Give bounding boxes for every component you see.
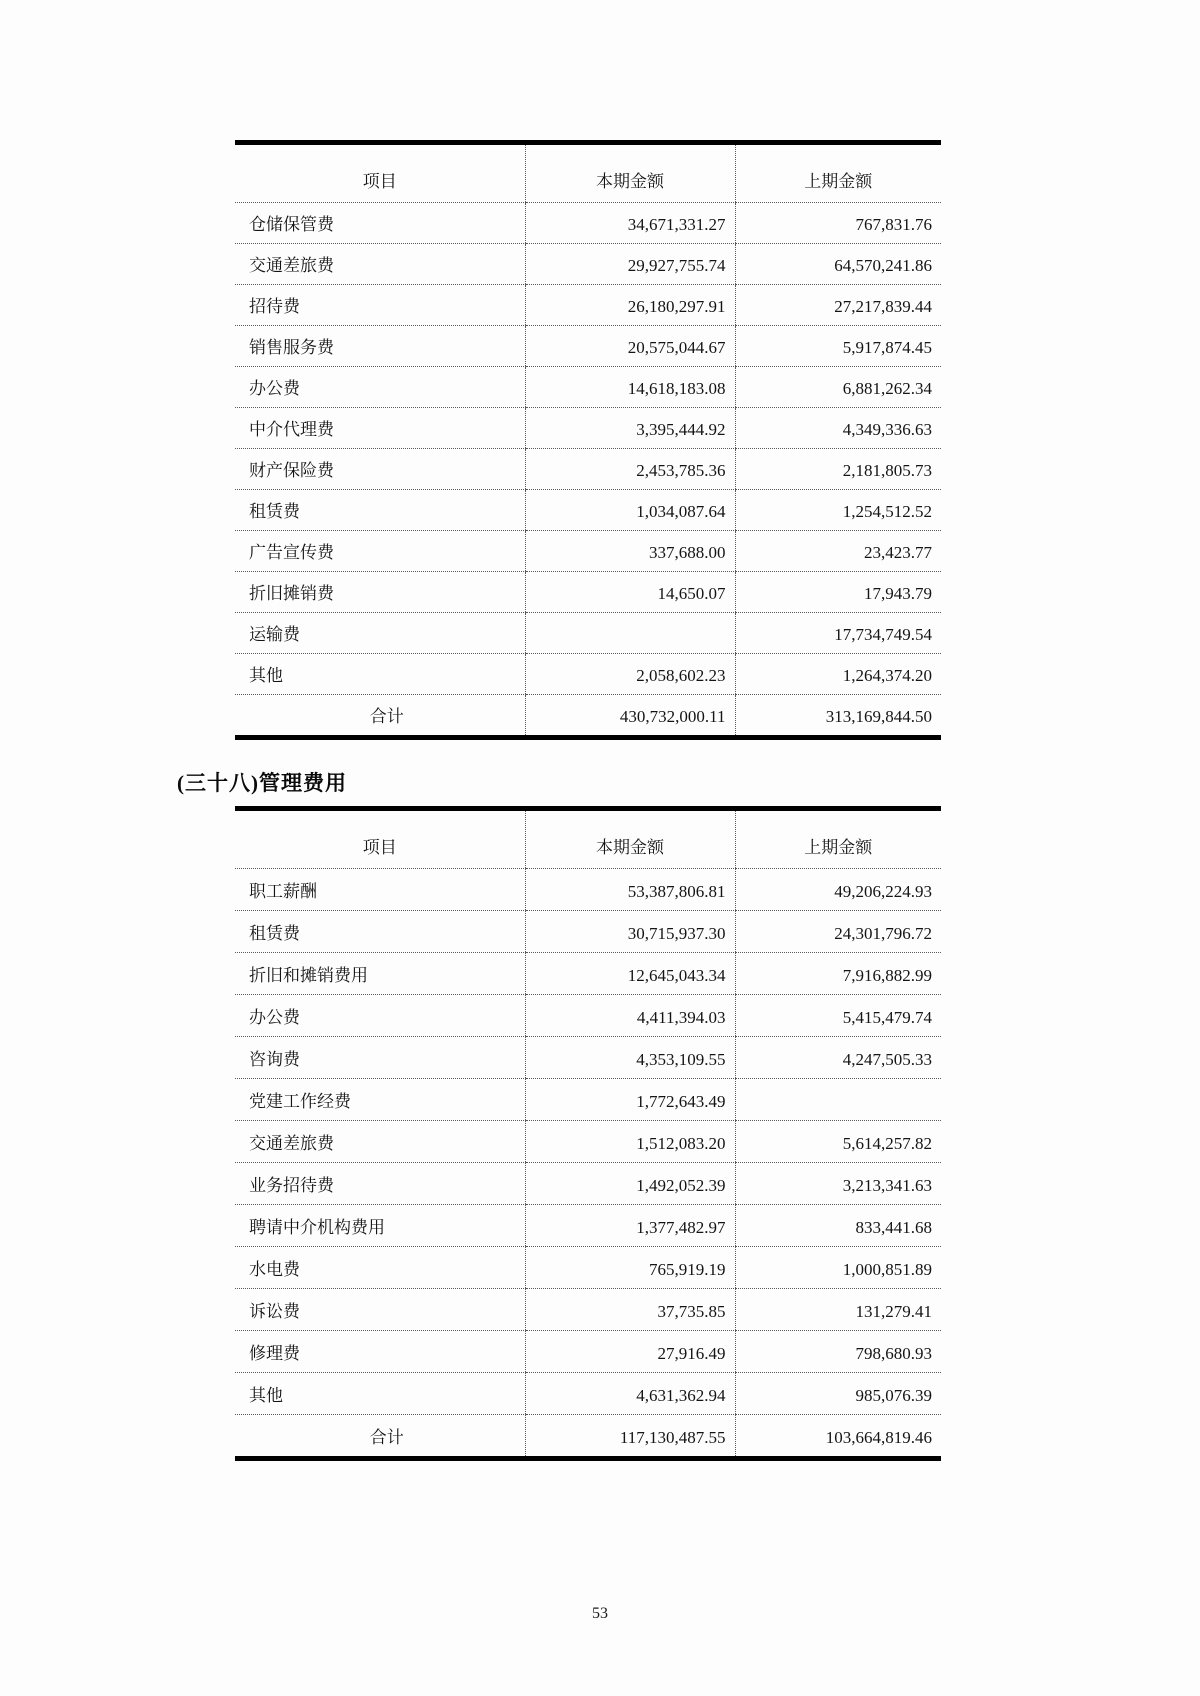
item-cell: 财产保险费 bbox=[235, 449, 525, 490]
current-amount-cell: 1,772,643.49 bbox=[525, 1079, 735, 1121]
item-cell: 职工薪酬 bbox=[235, 869, 525, 911]
prior-amount-cell: 5,917,874.45 bbox=[735, 326, 941, 367]
current-amount-cell: 1,034,087.64 bbox=[525, 490, 735, 531]
current-amount-cell: 30,715,937.30 bbox=[525, 911, 735, 953]
total-row bbox=[235, 1415, 941, 1459]
item-cell: 仓储保管费 bbox=[235, 203, 525, 244]
current-amount-cell: 1,492,052.39 bbox=[525, 1163, 735, 1205]
header-row bbox=[235, 143, 941, 203]
current-amount-cell: 2,058,602.23 bbox=[525, 654, 735, 695]
table-row bbox=[235, 1331, 941, 1373]
total-prior-amount: 103,664,819.46 bbox=[735, 1415, 941, 1459]
prior-amount-cell: 49,206,224.93 bbox=[735, 869, 941, 911]
table-row bbox=[235, 995, 941, 1037]
table-row bbox=[235, 285, 941, 326]
item-cell: 其他 bbox=[235, 1373, 525, 1415]
table-row bbox=[235, 1079, 941, 1121]
total-current-amount: 430,732,000.11 bbox=[525, 695, 735, 738]
current-amount-cell: 3,395,444.92 bbox=[525, 408, 735, 449]
item-cell: 折旧摊销费 bbox=[235, 572, 525, 613]
prior-amount-cell: 4,349,336.63 bbox=[735, 408, 941, 449]
table-row bbox=[235, 1163, 941, 1205]
prior-amount-cell: 5,614,257.82 bbox=[735, 1121, 941, 1163]
col-header-item: 项目 bbox=[235, 809, 525, 869]
prior-amount-cell: 7,916,882.99 bbox=[735, 953, 941, 995]
prior-amount-cell bbox=[735, 1079, 941, 1121]
prior-amount-cell: 833,441.68 bbox=[735, 1205, 941, 1247]
prior-amount-cell: 985,076.39 bbox=[735, 1373, 941, 1415]
total-current-amount: 117,130,487.55 bbox=[525, 1415, 735, 1459]
table-row bbox=[235, 1373, 941, 1415]
table-row bbox=[235, 911, 941, 953]
item-cell: 运输费 bbox=[235, 613, 525, 654]
prior-amount-cell: 6,881,262.34 bbox=[735, 367, 941, 408]
prior-amount-cell: 17,943.79 bbox=[735, 572, 941, 613]
item-cell: 办公费 bbox=[235, 995, 525, 1037]
item-cell: 其他 bbox=[235, 654, 525, 695]
table-row bbox=[235, 953, 941, 995]
item-cell: 党建工作经费 bbox=[235, 1079, 525, 1121]
item-cell: 业务招待费 bbox=[235, 1163, 525, 1205]
current-amount-cell: 1,512,083.20 bbox=[525, 1121, 735, 1163]
current-amount-cell: 14,618,183.08 bbox=[525, 367, 735, 408]
item-cell: 办公费 bbox=[235, 367, 525, 408]
item-cell: 咨询费 bbox=[235, 1037, 525, 1079]
total-label: 合计 bbox=[235, 1415, 525, 1459]
table-row bbox=[235, 1121, 941, 1163]
current-amount-cell: 765,919.19 bbox=[525, 1247, 735, 1289]
prior-amount-cell: 3,213,341.63 bbox=[735, 1163, 941, 1205]
table-row bbox=[235, 531, 941, 572]
current-amount-cell: 337,688.00 bbox=[525, 531, 735, 572]
table-row bbox=[235, 449, 941, 490]
prior-amount-cell: 131,279.41 bbox=[735, 1289, 941, 1331]
table-row bbox=[235, 367, 941, 408]
prior-amount-cell: 2,181,805.73 bbox=[735, 449, 941, 490]
current-amount-cell: 2,453,785.36 bbox=[525, 449, 735, 490]
col-header-current-amount: 本期金额 bbox=[525, 809, 735, 869]
selling-expense-table-container bbox=[235, 140, 941, 740]
current-amount-cell bbox=[525, 613, 735, 654]
item-cell: 中介代理费 bbox=[235, 408, 525, 449]
table-row bbox=[235, 613, 941, 654]
item-cell: 交通差旅费 bbox=[235, 1121, 525, 1163]
table-row bbox=[235, 869, 941, 911]
admin-expense-table bbox=[235, 806, 941, 1461]
current-amount-cell: 27,916.49 bbox=[525, 1331, 735, 1373]
table-row bbox=[235, 1289, 941, 1331]
page-number: 53 bbox=[592, 1605, 608, 1622]
current-amount-cell: 4,631,362.94 bbox=[525, 1373, 735, 1415]
prior-amount-cell: 64,570,241.86 bbox=[735, 244, 941, 285]
current-amount-cell: 4,353,109.55 bbox=[525, 1037, 735, 1079]
table-row bbox=[235, 203, 941, 244]
table-row bbox=[235, 490, 941, 531]
item-cell: 销售服务费 bbox=[235, 326, 525, 367]
table-row bbox=[235, 572, 941, 613]
table-row bbox=[235, 326, 941, 367]
item-cell: 折旧和摊销费用 bbox=[235, 953, 525, 995]
col-header-prior-amount: 上期金额 bbox=[735, 143, 941, 203]
prior-amount-cell: 1,254,512.52 bbox=[735, 490, 941, 531]
item-cell: 交通差旅费 bbox=[235, 244, 525, 285]
col-header-item: 项目 bbox=[235, 143, 525, 203]
item-cell: 招待费 bbox=[235, 285, 525, 326]
header-row bbox=[235, 809, 941, 869]
current-amount-cell: 14,650.07 bbox=[525, 572, 735, 613]
current-amount-cell: 4,411,394.03 bbox=[525, 995, 735, 1037]
item-cell: 聘请中介机构费用 bbox=[235, 1205, 525, 1247]
current-amount-cell: 53,387,806.81 bbox=[525, 869, 735, 911]
table-row bbox=[235, 244, 941, 285]
prior-amount-cell: 1,000,851.89 bbox=[735, 1247, 941, 1289]
item-cell: 租赁费 bbox=[235, 490, 525, 531]
item-cell: 广告宣传费 bbox=[235, 531, 525, 572]
current-amount-cell: 1,377,482.97 bbox=[525, 1205, 735, 1247]
prior-amount-cell: 1,264,374.20 bbox=[735, 654, 941, 695]
current-amount-cell: 37,735.85 bbox=[525, 1289, 735, 1331]
selling-expense-table bbox=[235, 140, 941, 740]
item-cell: 诉讼费 bbox=[235, 1289, 525, 1331]
table-row bbox=[235, 654, 941, 695]
table-row bbox=[235, 1247, 941, 1289]
item-cell: 租赁费 bbox=[235, 911, 525, 953]
admin-expense-table-container bbox=[235, 806, 941, 1461]
prior-amount-cell: 798,680.93 bbox=[735, 1331, 941, 1373]
prior-amount-cell: 767,831.76 bbox=[735, 203, 941, 244]
total-row bbox=[235, 695, 941, 738]
current-amount-cell: 29,927,755.74 bbox=[525, 244, 735, 285]
prior-amount-cell: 17,734,749.54 bbox=[735, 613, 941, 654]
col-header-prior-amount: 上期金额 bbox=[735, 809, 941, 869]
item-cell: 修理费 bbox=[235, 1331, 525, 1373]
table-row bbox=[235, 1205, 941, 1247]
total-label: 合计 bbox=[235, 695, 525, 738]
prior-amount-cell: 5,415,479.74 bbox=[735, 995, 941, 1037]
prior-amount-cell: 23,423.77 bbox=[735, 531, 941, 572]
prior-amount-cell: 24,301,796.72 bbox=[735, 911, 941, 953]
prior-amount-cell: 4,247,505.33 bbox=[735, 1037, 941, 1079]
current-amount-cell: 34,671,331.27 bbox=[525, 203, 735, 244]
item-cell: 水电费 bbox=[235, 1247, 525, 1289]
col-header-current-amount: 本期金额 bbox=[525, 143, 735, 203]
table-row bbox=[235, 408, 941, 449]
table-row bbox=[235, 1037, 941, 1079]
section-heading: (三十八)管理费用 bbox=[177, 771, 347, 795]
current-amount-cell: 12,645,043.34 bbox=[525, 953, 735, 995]
current-amount-cell: 20,575,044.67 bbox=[525, 326, 735, 367]
current-amount-cell: 26,180,297.91 bbox=[525, 285, 735, 326]
total-prior-amount: 313,169,844.50 bbox=[735, 695, 941, 738]
prior-amount-cell: 27,217,839.44 bbox=[735, 285, 941, 326]
